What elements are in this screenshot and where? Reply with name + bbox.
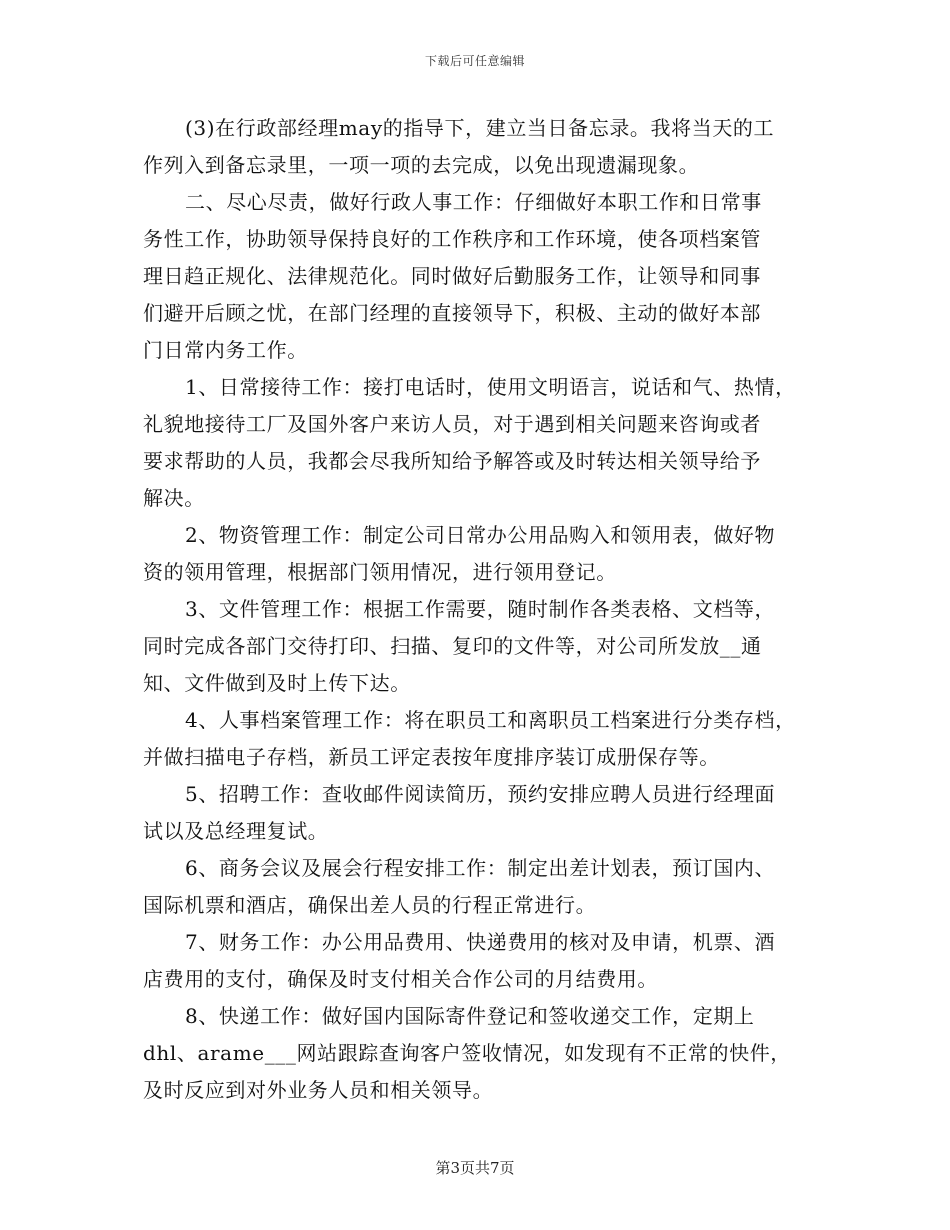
- text-line: 同时完成各部门交待打印、扫描、复印的文件等，对公司所发放__通: [143, 634, 762, 658]
- text-line: 5、招聘工作：查收邮件阅读简历，预约安排应聘人员进行经理面: [185, 782, 776, 806]
- text-line: 4、人事档案管理工作：将在职员工和离职员工档案进行分类存档，: [185, 708, 796, 732]
- text-line: 8、快递工作：做好国内国际寄件登记和签收递交工作，定期上: [185, 1004, 755, 1028]
- text-line: 要求帮助的人员，我都会尽我所知给予解答或及时转达相关领导给予: [143, 449, 761, 473]
- text-line: 知、文件做到及时上传下达。: [143, 671, 411, 695]
- paragraph-item-1: [143, 369, 811, 517]
- text-line: 7、财务工作：办公用品费用、快递费用的核对及申请，机票、酒: [185, 930, 776, 954]
- text-line: 资的领用管理，根据部门领用情况，进行领用登记。: [143, 560, 617, 584]
- text-line: dhl、arame___网站跟踪查询客户签收情况，如发现有不正常的快件，: [143, 1041, 791, 1065]
- text-line: 及时反应到对外业务人员和相关领导。: [143, 1078, 494, 1102]
- text-line: 们避开后顾之忧，在部门经理的直接领导下，积极、主动的做好本部: [143, 301, 761, 325]
- page-header: 下载后可任意编辑: [424, 54, 525, 68]
- text-line: 并做扫描电子存档，新员工评定表按年度排序装订成册保存等。: [143, 745, 720, 769]
- text-line: 2、物资管理工作：制定公司日常办公用品购入和领用表，做好物: [185, 523, 776, 547]
- text-line: 6、商务会议及展会行程安排工作：制定出差计划表，预订国内、: [185, 856, 776, 880]
- document-body: [143, 110, 811, 1109]
- text-line: 解决。: [143, 486, 205, 510]
- text-line: 门日常内务工作。: [143, 338, 308, 362]
- text-line: 试以及总经理复试。: [143, 819, 329, 843]
- text-line: 国际机票和酒店，确保出差人员的行程正常进行。: [143, 893, 597, 917]
- text-line: 店费用的支付，确保及时支付相关合作公司的月结费用。: [143, 967, 658, 991]
- text-line: 二、尽心尽责，做好行政人事工作：仔细做好本职工作和日常事: [185, 190, 762, 214]
- text-line: 3、文件管理工作：根据工作需要，随时制作各类表格、文档等，: [185, 597, 776, 621]
- paragraph-item-4: [143, 702, 811, 776]
- text-line: 作列入到备忘录里，一项一项的去完成，以免出现遗漏现象。: [143, 153, 700, 177]
- text-line: 1、日常接待工作：接打电话时，使用文明语言，说话和气、热情，: [185, 375, 796, 399]
- paragraph-item-8: [143, 998, 811, 1109]
- paragraph-item-3: [143, 591, 811, 702]
- paragraph-item-7: [143, 924, 811, 998]
- paragraph-item-2: [143, 517, 811, 591]
- text-line: (3)在行政部经理may的指导下，建立当日备忘录。我将当天的工: [185, 116, 775, 140]
- text-line: 理日趋正规化、法律规范化。同时做好后勤服务工作，让领导和同事: [143, 264, 761, 288]
- text-line: 礼貌地接待工厂及国外客户来访人员，对于遇到相关问题来咨询或者: [143, 412, 761, 436]
- paragraph-memo: [143, 110, 811, 184]
- paragraph-item-5: [143, 776, 811, 850]
- page-number-footer: 第3页共7页: [435, 1159, 515, 1177]
- text-line: 务性工作，协助领导保持良好的工作秩序和工作环境，使各项档案管: [143, 227, 761, 251]
- paragraph-item-6: [143, 850, 811, 924]
- paragraph-section-two: [143, 184, 811, 369]
